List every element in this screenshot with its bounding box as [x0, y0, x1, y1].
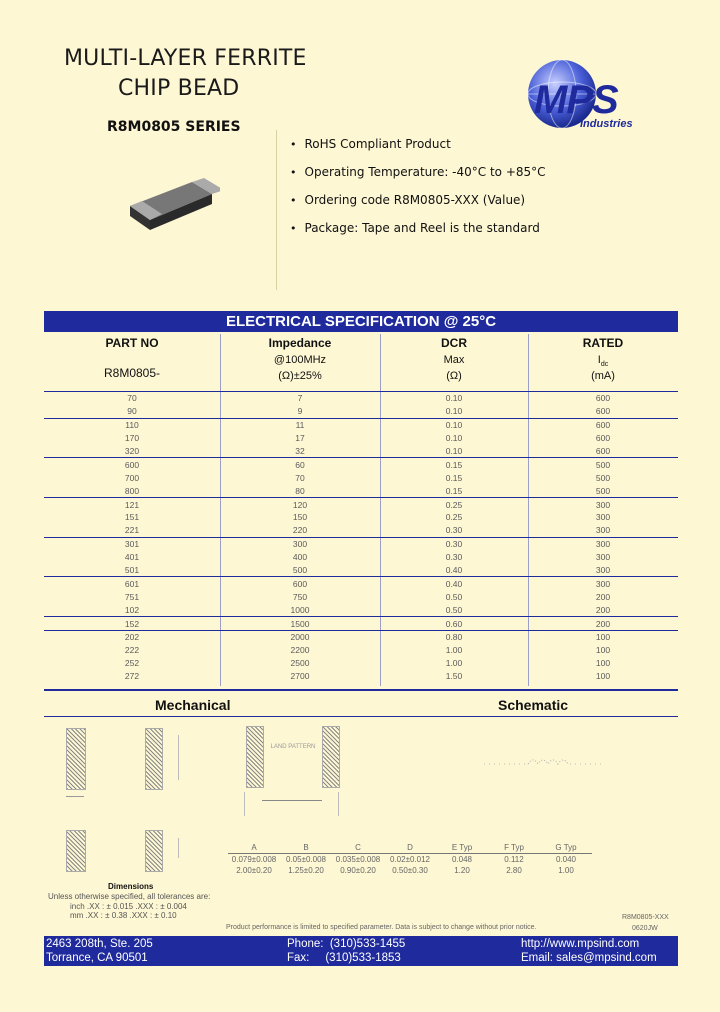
table-row	[44, 524, 678, 537]
table-row	[44, 511, 678, 524]
dcr-cell: 0.25	[445, 512, 463, 523]
dcr-cell: 0.15	[445, 472, 463, 483]
table-row	[44, 445, 678, 458]
rated-current-cell: 200	[595, 591, 611, 602]
website-link[interactable]: http://www.mpsind.com	[521, 938, 640, 950]
tolerance-note	[48, 892, 210, 921]
tol-line: inch .XX : ± 0.015 .XXX : ± 0.004	[70, 901, 187, 911]
col-imp-h3: (Ω)±25%	[278, 370, 322, 382]
dcr-cell: 0.30	[445, 552, 463, 563]
part-ref: R8M0805-XXX	[622, 914, 669, 921]
rated-current-cell: 300	[595, 565, 611, 576]
feature-item: • Operating Temperature: -40°C to +85°C	[290, 158, 546, 186]
impedance-cell: 750	[292, 591, 308, 602]
rated-current-cell: 300	[528, 537, 678, 550]
part-no-cell: 151	[124, 512, 140, 523]
col-part-h3: R8M0805-	[103, 366, 161, 380]
dim-line	[262, 800, 322, 801]
dim-line	[338, 792, 339, 816]
impedance-cell: 300	[220, 537, 380, 550]
rated-current-cell: 100	[595, 645, 611, 656]
dim-header-cell: E Typ	[436, 842, 488, 854]
dcr-cell: 0.40	[380, 577, 528, 590]
rated-current-cell: 600	[595, 406, 611, 417]
dim-mm-cell: 1.00	[558, 866, 574, 875]
impedance-cell: 2500	[290, 658, 310, 669]
impedance-cell: 32	[295, 446, 305, 456]
part-no-cell: 152	[44, 617, 220, 631]
col-rated-h1: RATED	[582, 336, 624, 350]
impedance-cell: 11	[220, 418, 380, 431]
impedance-cell: 150	[292, 512, 308, 523]
chip-image	[120, 168, 220, 243]
impedance-cell: 17	[295, 433, 305, 444]
rated-current-cell: 100	[528, 631, 678, 644]
dcr-cell: 0.10	[380, 392, 528, 405]
dim-inch-cell: 0.040	[555, 855, 577, 864]
land-pad-left	[246, 726, 264, 788]
rated-current-cell: 100	[595, 658, 611, 669]
dim-inch-cell: 0.05±0.008	[286, 855, 326, 864]
rated-current-cell: 300	[595, 552, 611, 563]
col-dcr-h1: DCR	[441, 336, 467, 350]
part-no-cell: 700	[124, 472, 140, 483]
fax: Fax: (310)533-1853	[287, 952, 401, 964]
dim-header-cell: F Typ	[488, 842, 540, 854]
part-no-cell: 202	[44, 631, 220, 644]
impedance-cell: 1500	[220, 617, 380, 631]
dim-line	[244, 792, 245, 816]
series-label: R8M0805 SERIES	[107, 119, 241, 135]
table-row	[44, 590, 678, 603]
part-no-cell: 70	[44, 392, 220, 405]
col-rated-h2: I	[597, 354, 601, 366]
table-row	[44, 537, 678, 550]
dcr-cell: 0.30	[380, 537, 528, 550]
table-row	[44, 551, 678, 564]
schematic-title: Schematic	[498, 697, 569, 713]
feature-item: • Package: Tape and Reel is the standard	[290, 214, 546, 242]
dim-mm-cell: 0.90±0.20	[340, 866, 376, 875]
dim-mm-cell: 2.80	[506, 866, 522, 875]
impedance-cell: 500	[292, 565, 308, 576]
part-no-cell: 751	[124, 591, 140, 602]
disclaimer: Product performance is limited to specified parameter. Data is subject to change without prior notice.	[226, 924, 537, 931]
part-no-cell: 221	[124, 525, 140, 536]
impedance-cell: 220	[292, 525, 308, 536]
address-line-2: Torrance, CA 90501	[46, 952, 148, 964]
table-row	[44, 405, 678, 418]
mechanical-title: Mechanical	[155, 697, 231, 713]
dcr-cell: 1.00	[445, 658, 463, 669]
dim-inch-cell: 0.02±0.012	[390, 855, 430, 864]
title-line-1: MULTI-LAYER FERRITE	[64, 46, 307, 71]
table-row	[44, 392, 678, 405]
part-no-cell: 501	[124, 565, 140, 576]
dim-header-cell: D	[384, 842, 436, 854]
table-row	[44, 564, 678, 577]
dim-mm-cell: 1.25±0.20	[288, 866, 324, 875]
impedance-cell: 9	[297, 406, 303, 417]
dim-inch-cell: 0.079±0.008	[231, 855, 277, 864]
part-no-cell: 601	[44, 577, 220, 590]
dim-mm-cell: 2.00±0.20	[236, 866, 272, 875]
tol-line: mm .XX : ± 0.38 .XXX : ± 0.10	[70, 911, 177, 920]
dcr-cell: 0.10	[445, 433, 463, 444]
dcr-cell: 0.25	[380, 498, 528, 511]
chip-side-view	[66, 728, 86, 790]
col-dcr-header	[380, 336, 528, 382]
col-rated-header: RATED $I_{dc}$ (mA)	[528, 336, 678, 382]
dcr-cell: 0.60	[380, 617, 528, 631]
dcr-cell: 0.50	[445, 604, 463, 615]
part-no-cell: 110	[44, 418, 220, 431]
table-row	[44, 432, 678, 445]
dim-inch-cell: 0.035±0.008	[335, 855, 381, 864]
land-pattern-label: LAND PATTERN	[270, 744, 316, 750]
feature-list	[290, 130, 546, 242]
rated-current-cell: 300	[528, 498, 678, 511]
logo-subtext: Industries	[580, 118, 633, 130]
impedance-cell: 2000	[220, 631, 380, 644]
table-row	[44, 631, 678, 644]
schematic-drawing	[478, 752, 608, 781]
footer	[44, 936, 678, 966]
dim-line	[66, 796, 84, 797]
rated-current-cell: 600	[595, 433, 611, 444]
dcr-cell: 0.15	[445, 485, 463, 496]
rated-current-cell: 600	[528, 418, 678, 431]
spec-table	[44, 391, 678, 683]
table-row	[44, 603, 678, 616]
rated-current-cell: 300	[595, 525, 611, 536]
col-rated-h3: (mA)	[591, 370, 615, 383]
table-row	[44, 498, 678, 511]
impedance-cell: 2700	[290, 671, 310, 682]
part-no-cell: 102	[124, 604, 140, 615]
section-rule	[44, 716, 678, 717]
dcr-cell: 1.00	[445, 645, 463, 656]
part-no-cell: 320	[124, 446, 140, 456]
phone: Phone: (310)533-1455	[287, 938, 406, 950]
part-no-cell: 252	[124, 658, 140, 669]
land-pad-right	[322, 726, 340, 788]
impedance-cell: 60	[220, 458, 380, 471]
part-no-cell: 401	[124, 552, 140, 563]
dcr-cell: 0.15	[380, 458, 528, 471]
table-row	[44, 418, 678, 431]
feature-item: • Ordering code R8M0805-XXX (Value)	[290, 186, 546, 214]
rated-current-cell: 600	[528, 392, 678, 405]
spec-title: ELECTRICAL SPECIFICATION @ 25°C	[44, 311, 678, 332]
table-row	[44, 484, 678, 497]
dcr-cell: 1.50	[445, 671, 463, 682]
part-no-cell: 90	[127, 406, 137, 417]
rated-current-cell: 300	[528, 577, 678, 590]
rated-current-cell: 500	[528, 458, 678, 471]
divider	[276, 130, 277, 290]
impedance-cell: 80	[295, 485, 305, 496]
dim-line	[178, 838, 179, 858]
table-row	[44, 617, 678, 631]
dim-inch-cell: 0.048	[451, 855, 473, 864]
dimensions-title: Dimensions	[108, 882, 154, 891]
rated-current-cell: 600	[595, 446, 611, 456]
part-no-cell: 272	[124, 671, 140, 682]
dcr-cell: 0.10	[380, 418, 528, 431]
chip-end-view	[145, 728, 163, 790]
table-row	[44, 577, 678, 590]
part-no-cell: 170	[124, 433, 140, 444]
date-code: 0620JW	[632, 925, 658, 932]
col-part-h1: PART NO	[105, 336, 159, 350]
dimensions-table	[228, 842, 592, 876]
dim-mm-cell: 1.20	[454, 866, 470, 875]
impedance-cell: 70	[295, 472, 305, 483]
table-bottom-rule	[44, 689, 678, 691]
table-row	[44, 471, 678, 484]
dcr-cell: 0.30	[445, 525, 463, 536]
impedance-cell: 7	[220, 392, 380, 405]
feature-item: • RoHS Compliant Product	[290, 130, 546, 158]
impedance-cell: 600	[220, 577, 380, 590]
col-dcr-h3: (Ω)	[446, 370, 462, 382]
table-row	[44, 644, 678, 657]
col-imp-h1: Impedance	[268, 336, 332, 350]
table-row	[44, 657, 678, 670]
part-no-cell: 301	[44, 537, 220, 550]
dcr-cell: 0.10	[445, 446, 463, 456]
table-row	[44, 458, 678, 471]
title-line-2: CHIP BEAD	[118, 76, 240, 101]
chip-bottom-view	[145, 830, 163, 872]
dim-header-cell: C	[332, 842, 384, 854]
rated-current-cell: 100	[595, 671, 611, 682]
part-no-cell: 222	[124, 645, 140, 656]
dim-inch-cell: 0.112	[504, 855, 524, 864]
dcr-cell: 0.80	[380, 631, 528, 644]
rated-current-cell: 500	[595, 472, 611, 483]
address-line-1: 2463 208th, Ste. 205	[46, 938, 153, 950]
dim-mm-cell: 0.50±0.30	[392, 866, 428, 875]
email-link[interactable]: Email: sales@mpsind.com	[521, 952, 657, 964]
dcr-cell: 0.40	[445, 565, 463, 576]
dim-line	[178, 735, 179, 780]
mps-logo	[520, 56, 660, 136]
rated-current-cell: 500	[595, 485, 611, 496]
tol-line: Unless otherwise specified, all tolerances are:	[48, 892, 211, 901]
part-no-cell: 121	[44, 498, 220, 511]
col-impedance-header	[220, 336, 380, 382]
dcr-cell: 0.50	[445, 591, 463, 602]
col-imp-h2: @100MHz	[273, 354, 327, 366]
impedance-cell: 2200	[290, 645, 310, 656]
impedance-cell: 120	[220, 498, 380, 511]
col-dcr-h2: Max	[443, 354, 465, 366]
part-no-cell: 600	[44, 458, 220, 471]
rated-current-cell: 300	[595, 512, 611, 523]
dim-header-cell: A	[228, 842, 280, 854]
col-part-header	[44, 336, 220, 380]
logo-text: MPS	[534, 78, 618, 122]
rated-current-cell: 200	[528, 617, 678, 631]
chip-top-view	[66, 830, 86, 872]
part-no-cell: 800	[124, 485, 140, 496]
impedance-cell: 1000	[290, 604, 310, 615]
dim-header-cell: B	[280, 842, 332, 854]
dcr-cell: 0.10	[445, 406, 463, 417]
dim-header-cell: G Typ	[540, 842, 592, 854]
table-row	[44, 670, 678, 683]
impedance-cell: 400	[292, 552, 308, 563]
rated-current-cell: 200	[595, 604, 611, 615]
